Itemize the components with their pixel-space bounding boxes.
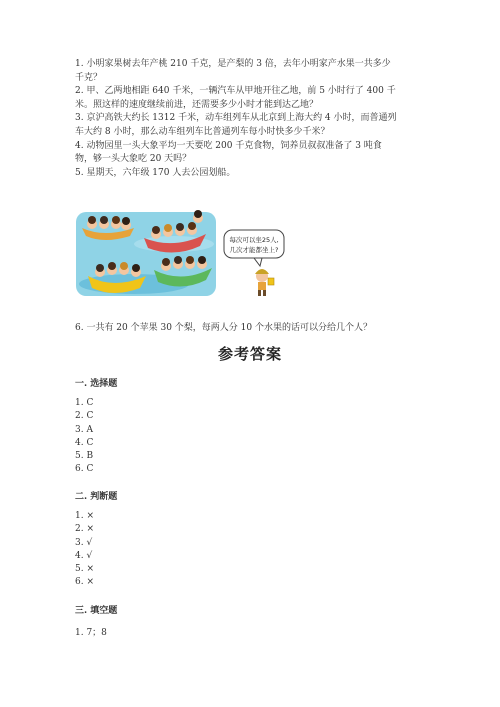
boating-illustration — [74, 204, 296, 300]
section-title-fill: 三. 填空题 — [75, 606, 118, 616]
answer-item: 1. 7；8 — [75, 628, 107, 638]
answer-item: 6. × — [75, 577, 94, 588]
section-title-choice: 一. 选择题 — [75, 379, 118, 389]
question-line: 3. 京沪高铁大约长 1312 千米，动车组列车从北京到上海大约 4 小时，而普通列 — [75, 113, 397, 124]
answer-item: 1. × — [75, 511, 94, 521]
cartoon-character — [255, 269, 274, 296]
question-line: 车大约 8 小时，那么动车组列车比普通列车每小时快多少千米？ — [75, 126, 330, 137]
question-line: 5. 星期天，六年级 170 人去公园划船。 — [75, 167, 236, 178]
speech-text-line2: 几次才能都坐上? — [229, 246, 279, 254]
answer-list-judge — [75, 510, 94, 590]
question-line: 2. 甲、乙两地相距 640 千米，一辆汽车从甲地开往乙地，前 5 小时行了 400 千 — [75, 86, 396, 97]
answer-item: 4. C — [75, 437, 94, 448]
answer-item: 2. C — [75, 411, 94, 422]
answer-item: 1. C — [75, 398, 94, 408]
answer-item: 6. C — [75, 464, 94, 475]
answer-item: 5. B — [75, 451, 94, 462]
question-line: 4. 动物园里一头大象平均一天要吃 200 千克食物，饲养员叔叔准备了 3 吨食 — [75, 140, 382, 151]
speech-bubble — [224, 230, 284, 266]
section-title-judge: 二. 判断题 — [75, 492, 118, 502]
answer-item: 3. √ — [75, 537, 93, 548]
answer-item: 3. A — [75, 424, 93, 435]
question-line: 千克？ — [75, 72, 103, 83]
answer-item: 2. × — [75, 524, 94, 535]
question-6: 6. 一共有 20 个苹果 30 个梨，每两人分 10 个水果的话可以分给几个人？ — [75, 323, 372, 333]
answer-item: 4. √ — [75, 550, 93, 561]
question-list — [75, 58, 435, 180]
answer-item: 5. × — [75, 564, 94, 575]
answer-list-choice — [75, 397, 93, 477]
answer-list-fill — [75, 627, 107, 640]
speech-text-line1: 每次可以坐25人, — [229, 236, 279, 244]
question-line: 米。照这样的速度继续前进，还需要多少小时才能到达乙地？ — [75, 99, 319, 110]
question-line: 1. 小明家果树去年产桃 210 千克，是产梨的 3 倍，去年小明家产水果一共多少 — [75, 59, 391, 69]
answer-title: 参考答案 — [217, 345, 282, 363]
question-line: 物，够一头大象吃 20 天吗？ — [75, 154, 192, 165]
